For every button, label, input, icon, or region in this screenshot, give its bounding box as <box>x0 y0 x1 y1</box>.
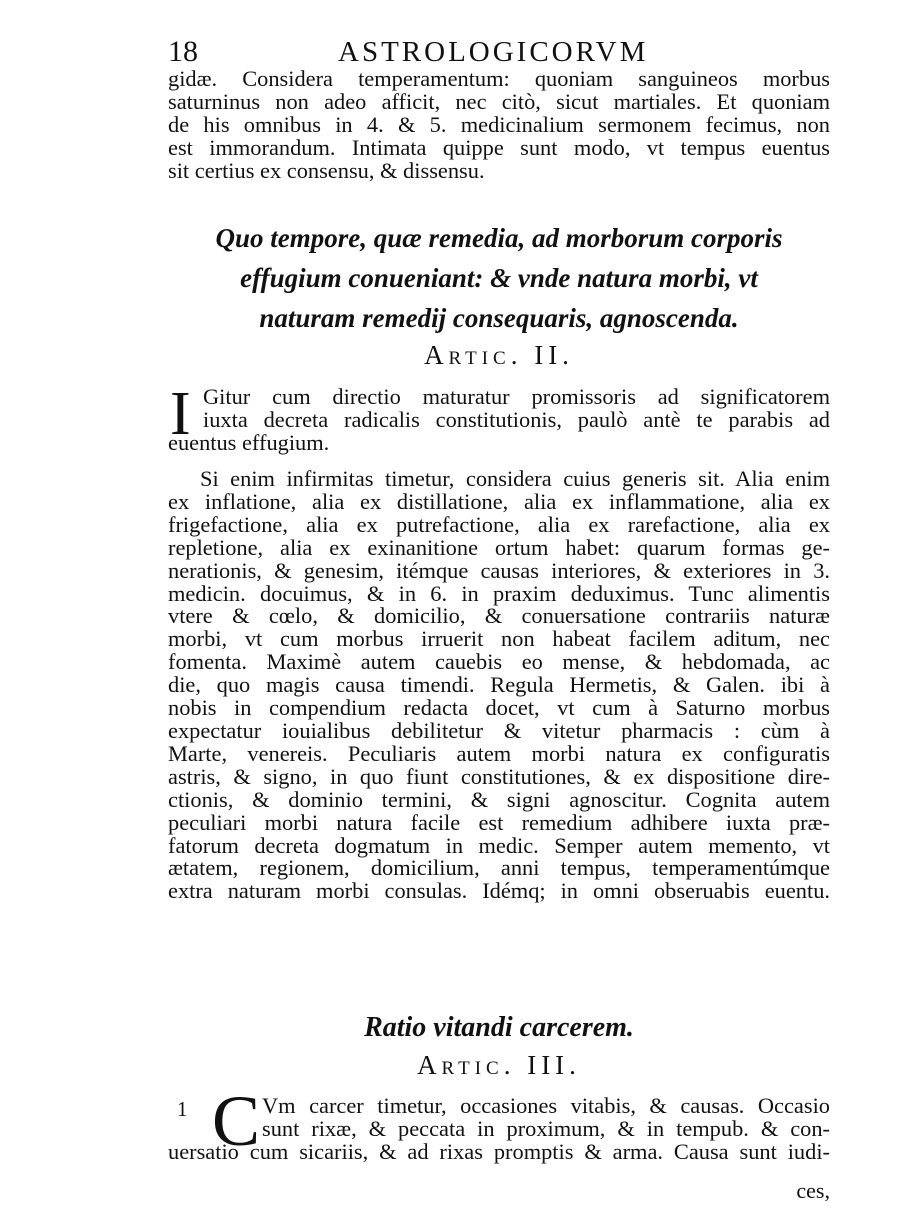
text-line: de his omnibus in 4. & 5. medicinalium sermonem fecimus, non <box>168 111 830 137</box>
title-line: naturam remedij consequaris, agnoscenda. <box>259 303 739 333</box>
paragraph-igitur-end <box>168 432 830 455</box>
page-number: 18 <box>168 35 198 68</box>
margin-number: 1 <box>177 1097 188 1121</box>
text-line: nerationis, & genesim, itémque causas interiores, & exteriores in 3. <box>168 557 830 583</box>
text-line: die, quo magis causa timendi. Regula Hermetis, & Galen. ibi à <box>168 672 830 698</box>
paragraph-cum-carcer <box>262 1095 830 1141</box>
text-line: Gitur cum directio maturatur promissoris ad significatorem <box>203 384 830 409</box>
article-heading-3: Artic. III. <box>417 1050 581 1080</box>
text-line: Vm carcer timetur, occasiones vitabis, & causas. Occasio <box>262 1093 830 1118</box>
text-line: vtere & cœlo, & domicilio, & conuersatione contrariis naturæ <box>168 603 830 629</box>
running-head: ASTROLOGICORVM <box>338 36 649 68</box>
text-line: ex inflatione, alia ex distillatione, alia ex inflammatione, alia ex <box>168 488 830 514</box>
paragraph-cum-carcer-cont <box>168 1141 830 1164</box>
article-heading-2: Artic. II. <box>424 340 574 370</box>
section-title-remedia <box>168 218 830 338</box>
text-line: extra naturam morbi consulas. Idémq; in omni obseruabis euentu. <box>168 878 830 904</box>
title-line: effugium conueniant: & vnde natura morbi, vt <box>240 263 758 293</box>
text-line: expectatur iouialibus debilitetur & vitetur pharmacis : cùm à <box>168 717 830 743</box>
text-line: peculiari morbi natura facile est remedium adhibere iuxta præ- <box>168 809 830 835</box>
catchword: ces, <box>796 1178 830 1203</box>
text-line: fomenta. Maximè autem cauebis eo mense, & hebdomada, ac <box>168 649 830 675</box>
drop-capital: I <box>170 380 191 448</box>
text-line: frigefactione, alia ex putrefactione, alia ex rarefactione, alia ex <box>168 511 830 537</box>
text-line: ctionis, & dominio termini, & signi agnoscitur. Cognita autem <box>168 786 830 812</box>
text-line: uersatio cum sicariis, & ad rixas promptis & arma. Causa sunt iudi- <box>168 1139 830 1164</box>
text-line: nobis in compendium redacta docet, vt cum à Saturno morbus <box>168 695 830 721</box>
section-title-carcer: Ratio vitandi carcerem. <box>364 1012 634 1043</box>
intro-paragraph <box>168 68 830 183</box>
text-line: saturninus non adeo afficit, nec citò, sicut martiales. Et quoniam <box>168 88 830 114</box>
text-line: Marte, venereis. Peculiaris autem morbi natura ex configuratis <box>168 740 830 766</box>
text-line: est immorandum. Intimata quippe sunt modo, vt tempus euentus <box>168 134 830 160</box>
text-line: fatorum decreta dogmatum in medic. Semper autem memento, vt <box>168 832 830 858</box>
drop-capital: C <box>212 1081 261 1161</box>
paragraph-igitur <box>203 386 830 432</box>
text-line: sit certius ex consensu, & dissensu. <box>168 157 485 183</box>
text-line: repletione, alia ex exinanitione ortum habet: quarum formas ge- <box>168 534 830 560</box>
text-line: sunt rixæ, & peccata in proximum, & in tempub. & con- <box>262 1115 830 1141</box>
text-line: iuxta decreta radicalis constitutionis, paulò antè te parabis ad <box>203 406 830 432</box>
text-line: astris, & signo, in quo fiunt constitutiones, & ex dispositione dire- <box>168 763 830 789</box>
paragraph-si-enim <box>168 468 830 903</box>
title-line: Quo tempore, quæ remedia, ad morborum corporis <box>215 223 783 253</box>
text-line: euentus effugium. <box>168 430 330 455</box>
text-line: Si enim infirmitas timetur, considera cuius generis sit. Alia enim <box>200 466 830 491</box>
text-line: ætatem, regionem, domicilium, anni tempus, temperamentúmque <box>168 855 830 881</box>
text-line: morbi, vt cum morbus irruerit non habeat facilem aditum, nec <box>168 626 830 652</box>
text-line: medicin. docuimus, & in 6. in praxim deduximus. Tunc alimentis <box>168 580 830 606</box>
text-line: gidæ. Considera temperamentum: quoniam sanguineos morbus <box>168 66 830 91</box>
